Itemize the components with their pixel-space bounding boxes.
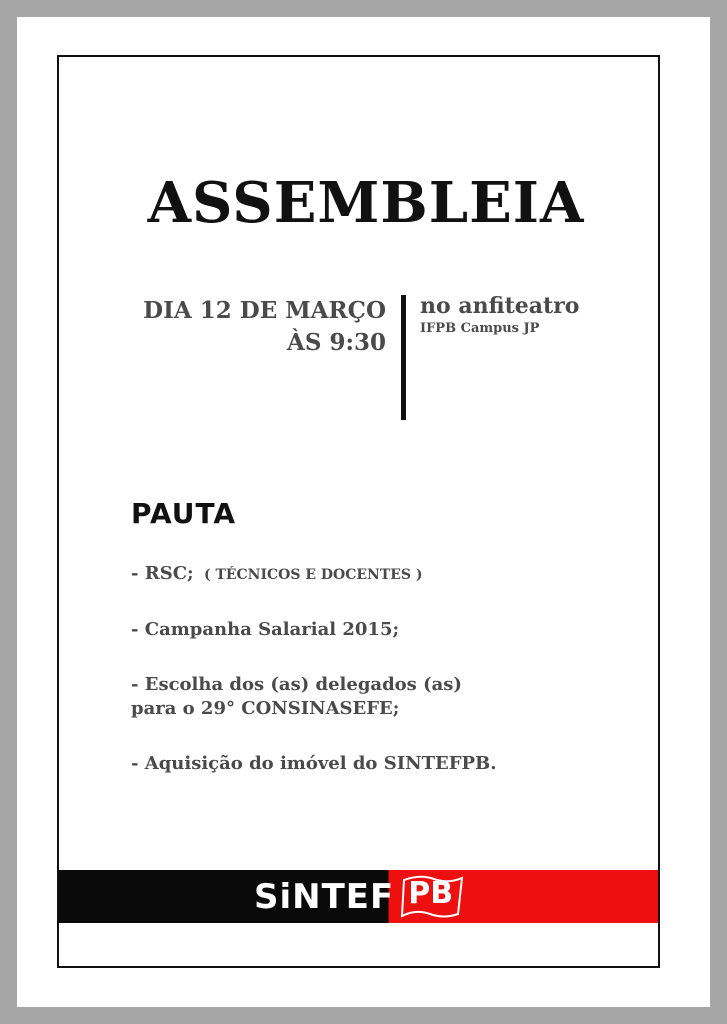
logo-word: SiNTEF — [254, 876, 395, 917]
venue-block — [420, 291, 579, 337]
agenda-item — [131, 752, 631, 776]
date-line: DIA 12 DE MARÇO — [143, 297, 386, 324]
vertical-divider — [401, 295, 406, 420]
venue-sub: IFPB Campus JP — [420, 321, 540, 336]
venue-main: no anfiteatro — [420, 293, 580, 319]
agenda-item-line: - Escolha dos (as) delegados (as) — [131, 674, 462, 695]
date-block — [143, 295, 386, 359]
agenda-item-line: para o 29° CONSINASEFE; — [131, 698, 400, 719]
agenda-list — [131, 562, 631, 807]
footer-band — [59, 870, 658, 923]
poster-title: ASSEMBLEIA — [147, 170, 585, 236]
agenda-item-text: - Campanha Salarial 2015; — [131, 619, 400, 640]
poster — [57, 55, 660, 968]
agenda-item-note: ( TÉCNICOS E DOCENTES ) — [203, 567, 423, 583]
agenda-item-text: - Aquisição do imóvel do SINTEFPB. — [131, 753, 497, 774]
agenda-item — [131, 618, 631, 642]
flag-icon — [400, 874, 466, 920]
agenda-item-text: - RSC; — [131, 563, 194, 584]
agenda-heading: PAUTA — [131, 497, 237, 530]
agenda-item — [131, 562, 631, 587]
time-line: ÀS 9:30 — [287, 329, 386, 356]
sintefpb-logo — [254, 872, 466, 921]
logo-flag-text: PB — [408, 875, 454, 911]
agenda-item — [131, 673, 631, 721]
